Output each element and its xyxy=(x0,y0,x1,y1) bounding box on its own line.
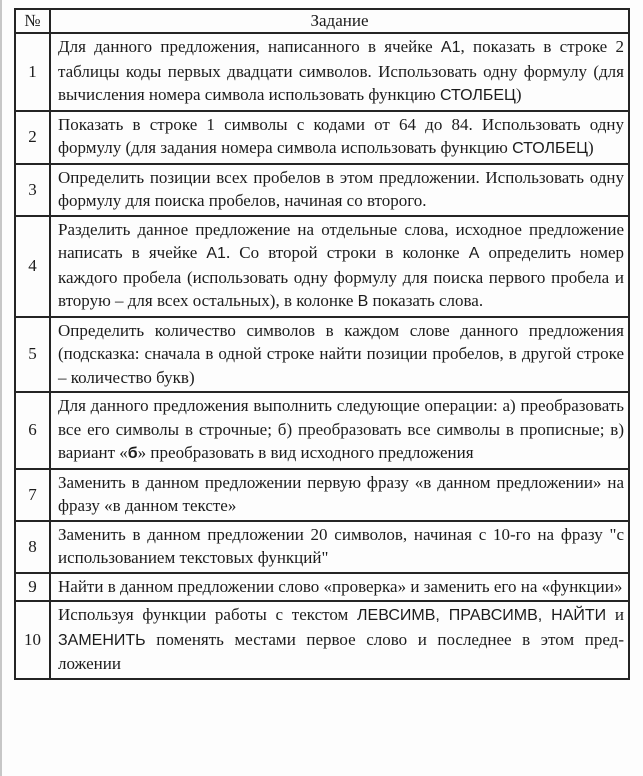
task-text xyxy=(50,601,629,679)
task-text-run: . Со второй строки в колонке xyxy=(225,243,469,262)
task-number: 7 xyxy=(15,469,50,521)
task-text-run: » преобразовать в вид исходного предложения xyxy=(137,443,474,462)
function-name-text: СТОЛБЕЦ xyxy=(439,87,516,104)
task-text-run: Показать в строке 1 символы с кодами от 64 до 84. Использовать одну формулу (для задания номера символа использовать функцию xyxy=(58,114,624,157)
task-number: 9 xyxy=(15,573,50,602)
header-task-column: Задание xyxy=(50,9,629,33)
task-text xyxy=(50,111,629,164)
task-text xyxy=(50,33,629,111)
function-name-text: A1 xyxy=(440,39,461,56)
function-name-text: А xyxy=(468,245,480,262)
task-text-run: определить номер каждого пробела (использовать одну формулу для поиска первого пробела и вторую – для всех остальных), в колонке xyxy=(58,243,624,310)
function-name-text: ЗАМЕНИТЬ xyxy=(58,631,146,649)
function-name-text: A1 xyxy=(206,245,226,262)
task-text xyxy=(50,392,629,469)
task-text xyxy=(50,573,629,602)
function-name-text: б xyxy=(127,445,138,462)
task-text-run: и xyxy=(606,605,624,624)
task-text-run: Разделить данное предложение на отдельные слова, исходное предложение написать в ячейке xyxy=(58,219,624,262)
task-text-run: Определить позиции всех пробелов в этом предложении. Использовать одну формулу для поиска пробелов, начиная со второго. xyxy=(58,167,624,210)
table-row xyxy=(15,521,629,573)
task-number: 10 xyxy=(15,601,50,679)
task-number: 5 xyxy=(15,317,50,393)
function-name-text: B xyxy=(357,293,369,310)
task-number: 4 xyxy=(15,216,50,317)
function-name-text: ЛЕВСИМВ, ПРАВСИМВ, НАЙТИ xyxy=(357,607,607,624)
header-number-column: № xyxy=(15,9,50,33)
table-row xyxy=(15,216,629,317)
task-number: 8 xyxy=(15,521,50,573)
task-text-run: Для данного предложения выполнить следующие операции: а) преобразовать все его символы в строчные; б) преобразовать все символы в прописные; в) вариант « xyxy=(58,396,624,462)
task-text-run: , показать в строке 2 таблицы коды первых двадцати символов. Использовать одну формулу (для вычисления номера символа использовать функцию xyxy=(58,37,624,104)
function-name-text: СТОЛБЕЦ xyxy=(512,140,588,157)
task-text-run: Определить количество символов в каждом слове данного предложения (подсказка: сначала в одной строке найти позиции пробелов, в другой строке – количество букв) xyxy=(58,320,624,387)
table-row xyxy=(15,601,629,679)
task-text-run: Используя функции работы с текстом xyxy=(58,605,358,624)
task-text-run: Для данного предложения, написанного в ячейке xyxy=(58,37,441,56)
task-text xyxy=(50,521,629,573)
table-row xyxy=(15,164,629,216)
table-row xyxy=(15,33,629,111)
task-text-run: поменять местами первое слово и последнее в этом предложении xyxy=(58,629,624,673)
task-number: 6 xyxy=(15,392,50,469)
task-table-body xyxy=(15,33,629,679)
task-text xyxy=(50,216,629,317)
table-row xyxy=(15,317,629,393)
scan-edge-artifact xyxy=(0,0,2,776)
task-text-run: Заменить в данном предложении первую фразу «в данном предложении» на фразу «в данном тексте» xyxy=(58,472,624,515)
task-text xyxy=(50,164,629,216)
task-number: 2 xyxy=(15,111,50,164)
task-number: 1 xyxy=(15,33,50,111)
task-text xyxy=(50,317,629,393)
task-text-run: Заменить в данном предложении 20 символов, начиная с 10-го на фразу "с использованием текстовых функций" xyxy=(58,524,624,567)
table-row xyxy=(15,392,629,469)
task-text-run: показать слова. xyxy=(368,291,484,310)
task-text-run: ) xyxy=(515,85,522,104)
table-row xyxy=(15,573,629,602)
task-text xyxy=(50,469,629,521)
task-text-run: ) xyxy=(588,138,594,157)
task-table xyxy=(14,8,630,680)
task-number: 3 xyxy=(15,164,50,216)
table-row xyxy=(15,469,629,521)
task-text-run: Найти в данном предложении слово «проверка» и заменить его на «функции» xyxy=(58,576,623,596)
header-row xyxy=(15,9,629,33)
table-row xyxy=(15,111,629,164)
